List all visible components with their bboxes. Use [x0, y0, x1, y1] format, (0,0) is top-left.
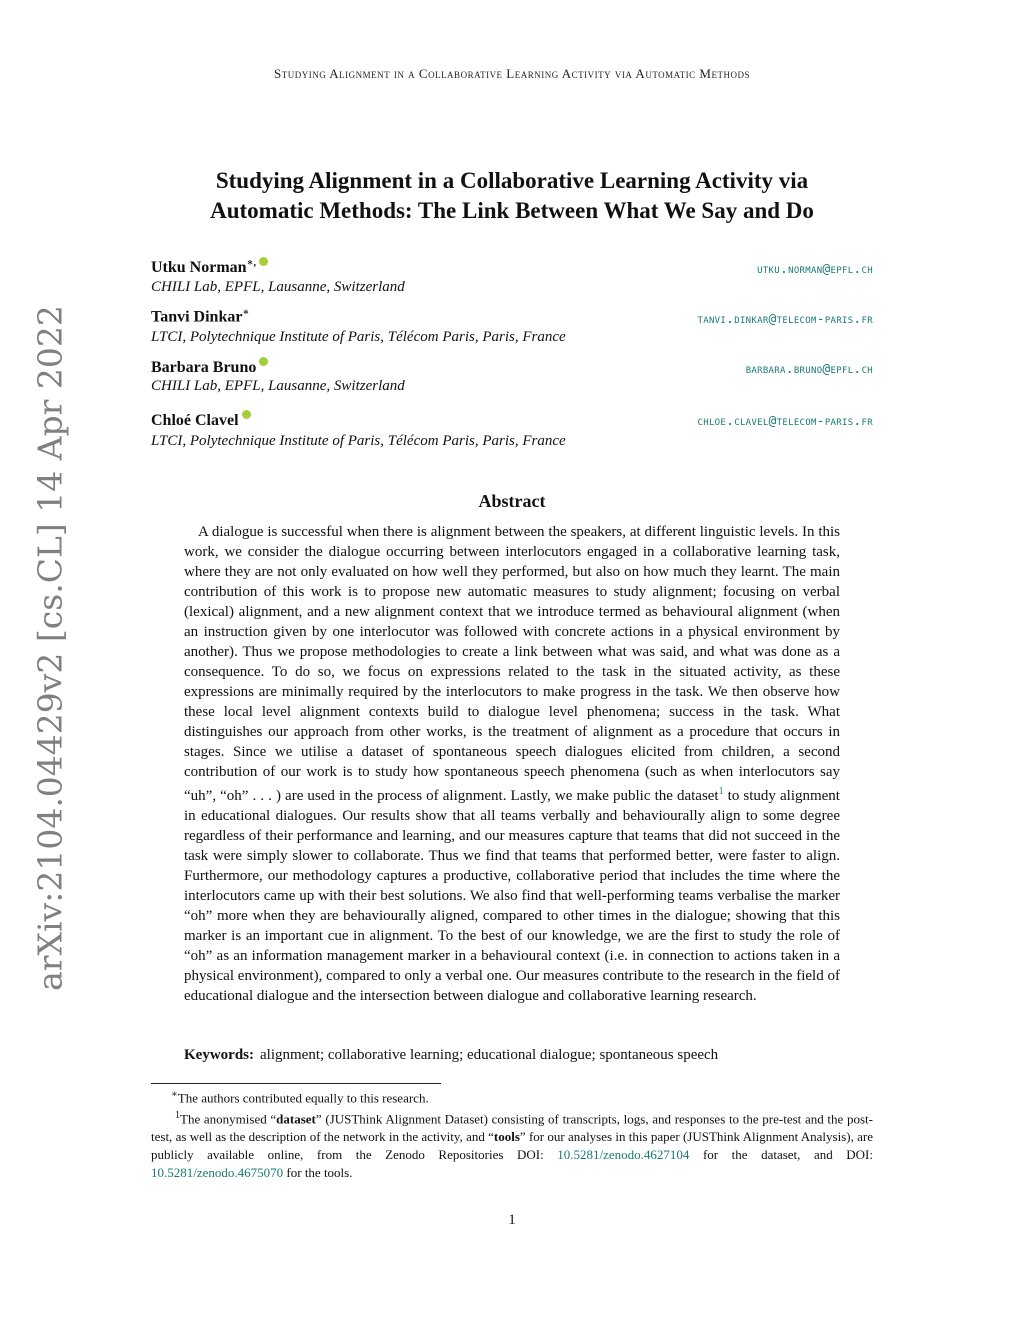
equal-contribution-mark: ∗, — [246, 257, 256, 269]
abstract-text-part-1: A dialogue is successful when there is alignment between the speakers, at different linguistic levels. In this work, we consider the dialogue occurring between interlocutors engaged in a collaborative learning task, where they are not only evaluated on how well they performed, but also on how much they learnt. The main contribution of this work is to propose new automatic measures to study alignment; focusing on verbal (lexical) alignment, and a new alignment context that we introduce termed as behavioural alignment (when an instruction given by one interlocutor was followed with concrete actions in a physical environment by another). Thus we propose methodologies to create a link between what was said, and what was done as a consequence. To do so, we focus on expressions related to the task in the situated activity, as these expressions are minimally required by the interlocutors to make progress in the task. We then observe how these local level alignment contexts build to dialogue level phenomena; success in the task. What distinguishes our approach from other works, is the treatment of alignment as a procedure that occurs in stages. Since we utilise a dataset of spontaneous speech dialogues elicited from children, a second contribution of our work is to study how spontaneous speech phenomena (such as when interlocutors say “uh”, “oh” . . . ) are used in the process of alignment. Lastly, we make public the dataset — [184, 524, 840, 804]
author-name-text: Chloé Clavel — [151, 412, 239, 429]
author-affiliation: LTCI, Polytechnique Institute of Paris, Télécom Paris, Paris, France — [151, 433, 566, 449]
title-line-2: Automatic Methods: The Link Between What We Say and Do — [210, 198, 814, 223]
author-email-link[interactable]: chloe.clavel@telecom-paris.fr — [697, 414, 873, 429]
page-number: 1 — [508, 1212, 516, 1228]
orcid-icon[interactable] — [259, 357, 268, 366]
footnote-text: The authors contributed equally to this research. — [177, 1090, 429, 1106]
keywords-label: Keywords: — [184, 1047, 254, 1063]
author-email-link[interactable]: utku.norman@epfl.ch — [757, 262, 873, 277]
running-header: Studying Alignment in a Collaborative Learning Activity via Automatic Methods — [274, 66, 750, 81]
author-affiliation: LTCI, Polytechnique Institute of Paris, Télécom Paris, Paris, France — [151, 329, 566, 345]
author-name-text: Tanvi Dinkar — [151, 308, 243, 326]
author-name-text: Utku Norman — [151, 259, 247, 276]
author-name — [151, 307, 249, 326]
footnote-tools-bold: tools — [493, 1129, 520, 1145]
footnote-text: for the dataset, and DOI: — [689, 1147, 874, 1163]
arxiv-identifier-stamp: arXiv:2104.04429v2 [cs.CL] 14 Apr 2022 — [30, 305, 70, 991]
title-line-1: Studying Alignment in a Collaborative Learning Activity via — [215, 168, 809, 193]
author-email-link[interactable]: tanvi.dinkar@telecom-paris.fr — [697, 312, 873, 327]
orcid-icon[interactable] — [259, 257, 268, 266]
footnote-text: for the tools. — [283, 1165, 353, 1181]
footnote-dataset-bold: dataset — [276, 1111, 316, 1127]
author-name — [151, 410, 251, 430]
author-email-link[interactable]: barbara.bruno@epfl.ch — [745, 362, 873, 377]
author-affiliation: CHILI Lab, EPFL, Lausanne, Switzerland — [151, 378, 405, 394]
footnote-text: ” (JUSThink Alignment Dataset) consisting of transcripts, logs, and responses to the pre-test and the post-test, as well as the description of the network in the activity, and “ — [151, 1111, 873, 1145]
keywords — [184, 1047, 840, 1064]
footnote-equal-contribution — [151, 1089, 873, 1106]
paper-title — [140, 166, 884, 226]
tools-doi-link[interactable]: 10.5281/zenodo.4675070 — [151, 1165, 284, 1181]
abstract-body — [184, 522, 840, 1006]
author-affiliation: CHILI Lab, EPFL, Lausanne, Switzerland — [151, 279, 405, 295]
abstract-text-part-2: to study alignment in educational dialogues. Our results show that all teams verbally and behaviourally align to some degree regardless of their performance and learning, and our measures capture that teams that did not succeed in the task were simply slower to collaborate. Thus we find that teams that performed better, were faster to align. Furthermore, our methodology captures a productive, collaborative period that includes the time where the interlocutors came up with their best solutions. We also find that well-performing teams verbalise the marker “oh” more when they are behaviourally aligned, compared to other times in the dialogue; showing that this marker is an important cue in alignment. To the best of our knowledge, we are the first to study the role of “oh” as an information management marker in a behavioural context (i.e. in connection to actions taken in a physical environment), compared to only a verbal one. Our measures contribute to the research in the field of educational dialogue and the intersection between dialogue and collaborative learning research. — [184, 788, 840, 1004]
footnote-marker-link[interactable]: 1 — [718, 786, 724, 797]
author-name — [151, 357, 268, 377]
footnote-text: ” for our analyses in this paper (JUSThink Alignment Analysis), are publicly available online, from the Zenodo Repositories DOI: — [151, 1129, 873, 1163]
footnote-divider — [151, 1083, 441, 1084]
footnote-marker: 1 — [175, 1110, 180, 1121]
footnote-dataset — [151, 1107, 873, 1182]
keywords-text: alignment; collaborative learning; educational dialogue; spontaneous speech — [260, 1047, 719, 1063]
author-name — [151, 257, 268, 277]
orcid-icon[interactable] — [242, 410, 251, 419]
dataset-doi-link[interactable]: 10.5281/zenodo.4627104 — [557, 1147, 690, 1163]
abstract-heading: Abstract — [478, 491, 546, 511]
equal-contribution-mark: ∗ — [242, 307, 250, 318]
footnote-marker: ∗ — [171, 1089, 178, 1100]
footnote-text: The anonymised “ — [180, 1111, 277, 1127]
author-name-text: Barbara Bruno — [151, 359, 257, 376]
